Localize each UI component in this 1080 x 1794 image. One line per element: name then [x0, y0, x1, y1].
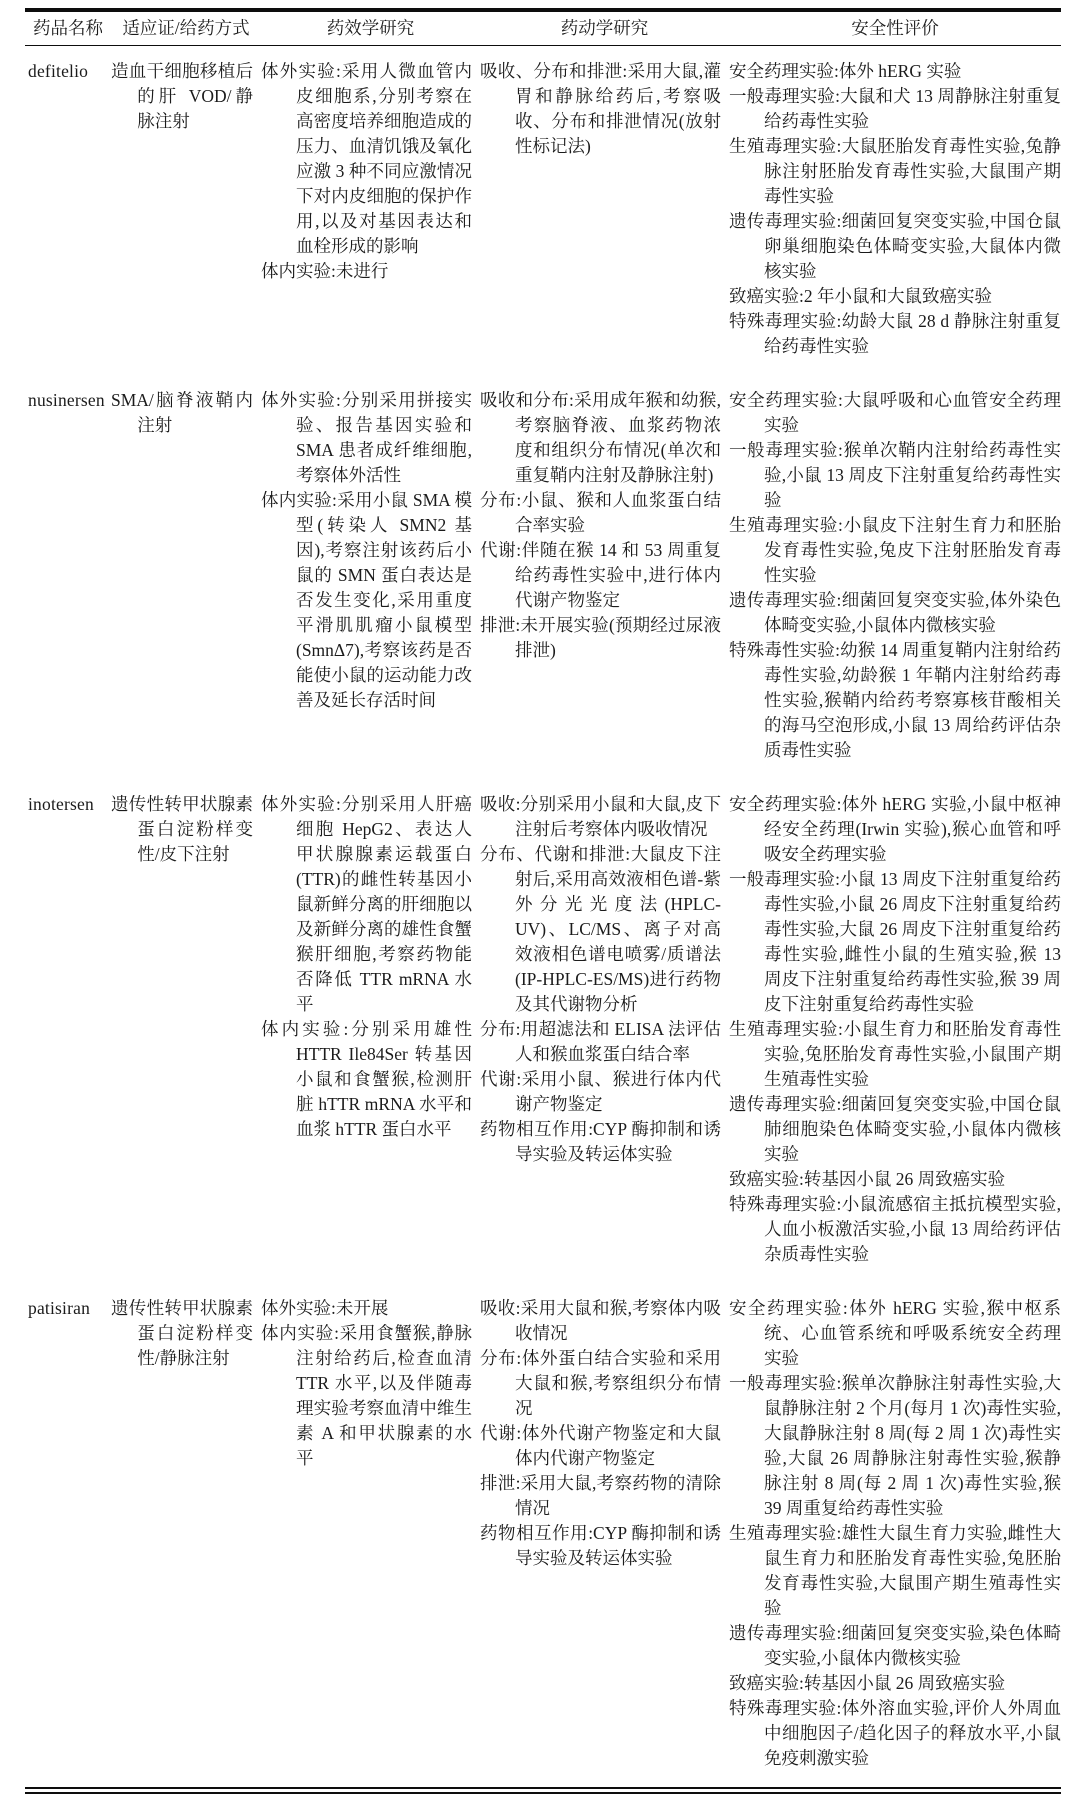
- study-entry: 生殖毒理实验:小鼠生育力和胚胎发育毒性实验,兔胚胎发育毒性实验,小鼠围产期生殖毒性实验: [729, 1019, 1061, 1089]
- indication-text: 遗传性转甲状腺素蛋白淀粉样变性/静脉注射: [111, 1298, 253, 1368]
- study-entry: 体外实验:未开展: [261, 1298, 389, 1318]
- indication-text: SMA/脑脊液鞘内注射: [111, 390, 253, 435]
- study-entry: 排泄:未开展实验(预期经过尿液排泄): [480, 615, 721, 660]
- study-entry: 吸收:分别采用小鼠和大鼠,皮下注射后考察体内吸收情况: [480, 794, 721, 839]
- column-header-pharmacokinetics: 药动学研究: [480, 10, 729, 46]
- drug-name: patisiran: [28, 1298, 91, 1318]
- indication-cell: [111, 1283, 261, 1791]
- study-entry: 吸收:采用大鼠和猴,考察体内吸收情况: [480, 1298, 721, 1343]
- pharmacodynamics-cell: [261, 1283, 480, 1791]
- pharmacokinetics-cell: [480, 46, 729, 376]
- study-entry: 遗传毒理实验:细菌回复突变实验,体外染色体畸变实验,小鼠体内微核实验: [729, 590, 1061, 635]
- study-entry: 遗传毒理实验:细菌回复突变实验,染色体畸变实验,小鼠体内微核实验: [729, 1623, 1061, 1668]
- pharmacodynamics-cell: [261, 46, 480, 376]
- indication-text: 遗传性转甲状腺素蛋白淀粉样变性/皮下注射: [111, 794, 253, 864]
- study-entry: 一般毒理实验:大鼠和犬 13 周静脉注射重复给药毒性实验: [729, 86, 1061, 131]
- pharmacodynamics-cell: [261, 779, 480, 1283]
- safety-cell: [729, 375, 1061, 779]
- study-entry: 体内实验:采用小鼠 SMA 模型(转染人 SMN2 基因),考察注射该药后小鼠的 SMN 蛋白表达是否发生变化,采用重度平滑肌肌瘤小鼠模型(SmnΔ7),考察该药是否能使小鼠的运动能力改善及延长存活时间: [261, 490, 472, 710]
- study-entry: 安全药理实验:体外 hERG 实验: [729, 61, 962, 81]
- study-entry: 特殊毒性实验:幼猴 14 周重复鞘内注射给药毒性实验,幼龄猴 1 年鞘内注射给药毒性实验,猴鞘内给药考察寡核苷酸相关的海马空泡形成,小鼠 13 周给药评估杂质毒性实验: [729, 640, 1061, 760]
- drug-name-cell: [25, 46, 111, 376]
- study-entry: 分布:小鼠、猴和人血浆蛋白结合率实验: [480, 490, 721, 535]
- pharmacokinetics-cell: [480, 1283, 729, 1791]
- study-entry: 安全药理实验:大鼠呼吸和心血管安全药理实验: [729, 390, 1061, 435]
- study-entry: 生殖毒理实验:小鼠皮下注射生育力和胚胎发育毒性实验,兔皮下注射胚胎发育毒性实验: [729, 515, 1061, 585]
- indication-cell: [111, 375, 261, 779]
- drug-name-cell: [25, 1283, 111, 1791]
- indication-text: 造血干细胞移植后的肝 VOD/静脉注射: [111, 61, 253, 131]
- study-entry: 药物相互作用:CYP 酶抑制和诱导实验及转运体实验: [480, 1119, 721, 1164]
- study-entry: 一般毒理实验:小鼠 13 周皮下注射重复给药毒性实验,小鼠 26 周皮下注射重复给药毒性实验,大鼠 26 周皮下注射重复给药毒性实验,雌性小鼠的生殖实验,猴 13 周皮下注射重复给药毒性实验,猴 39 周皮下注射重复给药毒性实验: [729, 869, 1061, 1014]
- study-entry: 致癌实验:转基因小鼠 26 周致癌实验: [729, 1673, 1006, 1693]
- study-entry: 特殊毒理实验:幼龄大鼠 28 d 静脉注射重复给药毒性实验: [729, 311, 1061, 356]
- column-header-pharmacodynamics: 药效学研究: [261, 10, 480, 46]
- study-entry: 代谢:伴随在猴 14 和 53 周重复给药毒性实验中,进行体内代谢产物鉴定: [480, 540, 721, 610]
- study-entry: 吸收和分布:采用成年猴和幼猴,考察脑脊液、血浆药物浓度和组织分布情况(单次和重复鞘内注射及静脉注射): [480, 390, 721, 485]
- safety-cell: [729, 46, 1061, 376]
- safety-cell: [729, 1283, 1061, 1791]
- pharmacokinetics-cell: [480, 779, 729, 1283]
- study-entry: 一般毒理实验:猴单次静脉注射毒性实验,大鼠静脉注射 2 个月(每月 1 次)毒性实验,大鼠静脉注射 8 周(每 2 周 1 次)毒性实验,大鼠 26 周静脉注射毒性实验,猴静脉注射 8 周(每 2 周 1 次)毒性实验,猴 39 周重复给药毒性实验: [729, 1373, 1061, 1518]
- pharmacodynamics-cell: [261, 375, 480, 779]
- study-entry: 排泄:采用大鼠,考察药物的清除情况: [480, 1473, 721, 1518]
- pharmacokinetics-cell: [480, 375, 729, 779]
- study-entry: 生殖毒理实验:雄性大鼠生育力实验,雌性大鼠生育力和胚胎发育毒性实验,兔胚胎发育毒性实验,大鼠围产期生殖毒性实验: [729, 1523, 1061, 1618]
- table-row: [25, 1283, 1061, 1791]
- study-entry: 分布:用超滤法和 ELISA 法评估人和猴血浆蛋白结合率: [480, 1019, 721, 1064]
- study-entry: 致癌实验:2 年小鼠和大鼠致癌实验: [729, 286, 992, 306]
- study-entry: 体内实验:分别采用雄性 HTTR Ile84Ser 转基因小鼠和食蟹猴,检测肝脏 hTTR mRNA 水平和血浆 hTTR 蛋白水平: [261, 1019, 472, 1139]
- study-entry: 体内实验:未进行: [261, 261, 389, 281]
- study-entry: 致癌实验:转基因小鼠 26 周致癌实验: [729, 1169, 1006, 1189]
- indication-cell: [111, 46, 261, 376]
- study-entry: 体内实验:采用食蟹猴,静脉注射给药后,检查血清 TTR 水平,以及伴随毒理实验考察血清中维生素 A 和甲状腺素的水平: [261, 1323, 472, 1468]
- study-entry: 特殊毒理实验:小鼠流感宿主抵抗模型实验,人血小板激活实验,小鼠 13 周给药评估杂质毒性实验: [729, 1194, 1061, 1264]
- table-row: [25, 46, 1061, 376]
- study-entry: 体外实验:分别采用拼接实验、报告基因实验和 SMA 患者成纤维细胞,考察体外活性: [261, 390, 472, 485]
- drug-name: inotersen: [28, 794, 94, 814]
- study-entry: 分布、代谢和排泄:大鼠皮下注射后,采用高效液相色谱-紫外分光光度法(HPLC-UV)、LC/MS、离子对高效液相色谱电喷雾/质谱法(IP-HPLC-ES/MS)进行药物及其代谢物分析: [480, 844, 721, 1014]
- study-entry: 分布:体外蛋白结合实验和采用大鼠和猴,考察组织分布情况: [480, 1348, 721, 1418]
- study-entry: 代谢:体外代谢产物鉴定和大鼠体内代谢产物鉴定: [480, 1423, 721, 1468]
- column-header-indication: 适应证/给药方式: [111, 10, 261, 46]
- drug-studies-table: [25, 8, 1061, 1794]
- indication-cell: [111, 779, 261, 1283]
- study-entry: 体外实验:采用人微血管内皮细胞系,分别考察在高密度培养细胞造成的压力、血清饥饿及氧化应激 3 种不同应激情况下对内皮细胞的保护作用,以及对基因表达和血栓形成的影响: [261, 61, 472, 256]
- study-entry: 代谢:采用小鼠、猴进行体内代谢产物鉴定: [480, 1069, 721, 1114]
- table-row: [25, 375, 1061, 779]
- column-header-safety: 安全性评价: [729, 10, 1061, 46]
- study-entry: 安全药理实验:体外 hERG 实验,猴中枢系统、心血管系统和呼吸系统安全药理实验: [729, 1298, 1061, 1368]
- study-entry: 特殊毒理实验:体外溶血实验,评价人外周血中细胞因子/趋化因子的释放水平,小鼠免疫刺激实验: [729, 1698, 1061, 1768]
- study-entry: 遗传毒理实验:细菌回复突变实验,中国仓鼠肺细胞染色体畸变实验,小鼠体内微核实验: [729, 1094, 1061, 1164]
- table-header-row: [25, 10, 1061, 46]
- study-entry: 生殖毒理实验:大鼠胚胎发育毒性实验,兔静脉注射胚胎发育毒性实验,大鼠围产期毒性实验: [729, 136, 1061, 206]
- study-entry: 遗传毒理实验:细菌回复突变实验,中国仓鼠卵巢细胞染色体畸变实验,大鼠体内微核实验: [729, 211, 1061, 281]
- study-entry: 体外实验:分别采用人肝癌细胞 HepG2、表达人甲状腺腺素运载蛋白(TTR)的雌性转基因小鼠新鲜分离的肝细胞以及新鲜分离的雄性食蟹猴肝细胞,考察药物能否降低 TTR mRNA 水平: [261, 794, 472, 1014]
- safety-cell: [729, 779, 1061, 1283]
- study-entry: 安全药理实验:体外 hERG 实验,小鼠中枢神经安全药理(Irwin 实验),猴心血管和呼吸安全药理实验: [729, 794, 1061, 864]
- drug-name-cell: [25, 375, 111, 779]
- drug-name-cell: [25, 779, 111, 1283]
- table-row: [25, 779, 1061, 1283]
- study-entry: 一般毒理实验:猴单次鞘内注射给药毒性实验,小鼠 13 周皮下注射重复给药毒性实验: [729, 440, 1061, 510]
- study-entry: 药物相互作用:CYP 酶抑制和诱导实验及转运体实验: [480, 1523, 721, 1568]
- drug-name: nusinersen: [28, 390, 105, 410]
- study-entry: 吸收、分布和排泄:采用大鼠,灌胃和静脉给药后,考察吸收、分布和排泄情况(放射性标记法): [480, 61, 721, 156]
- column-header-drug-name: 药品名称: [25, 10, 111, 46]
- drug-name: defitelio: [28, 61, 89, 81]
